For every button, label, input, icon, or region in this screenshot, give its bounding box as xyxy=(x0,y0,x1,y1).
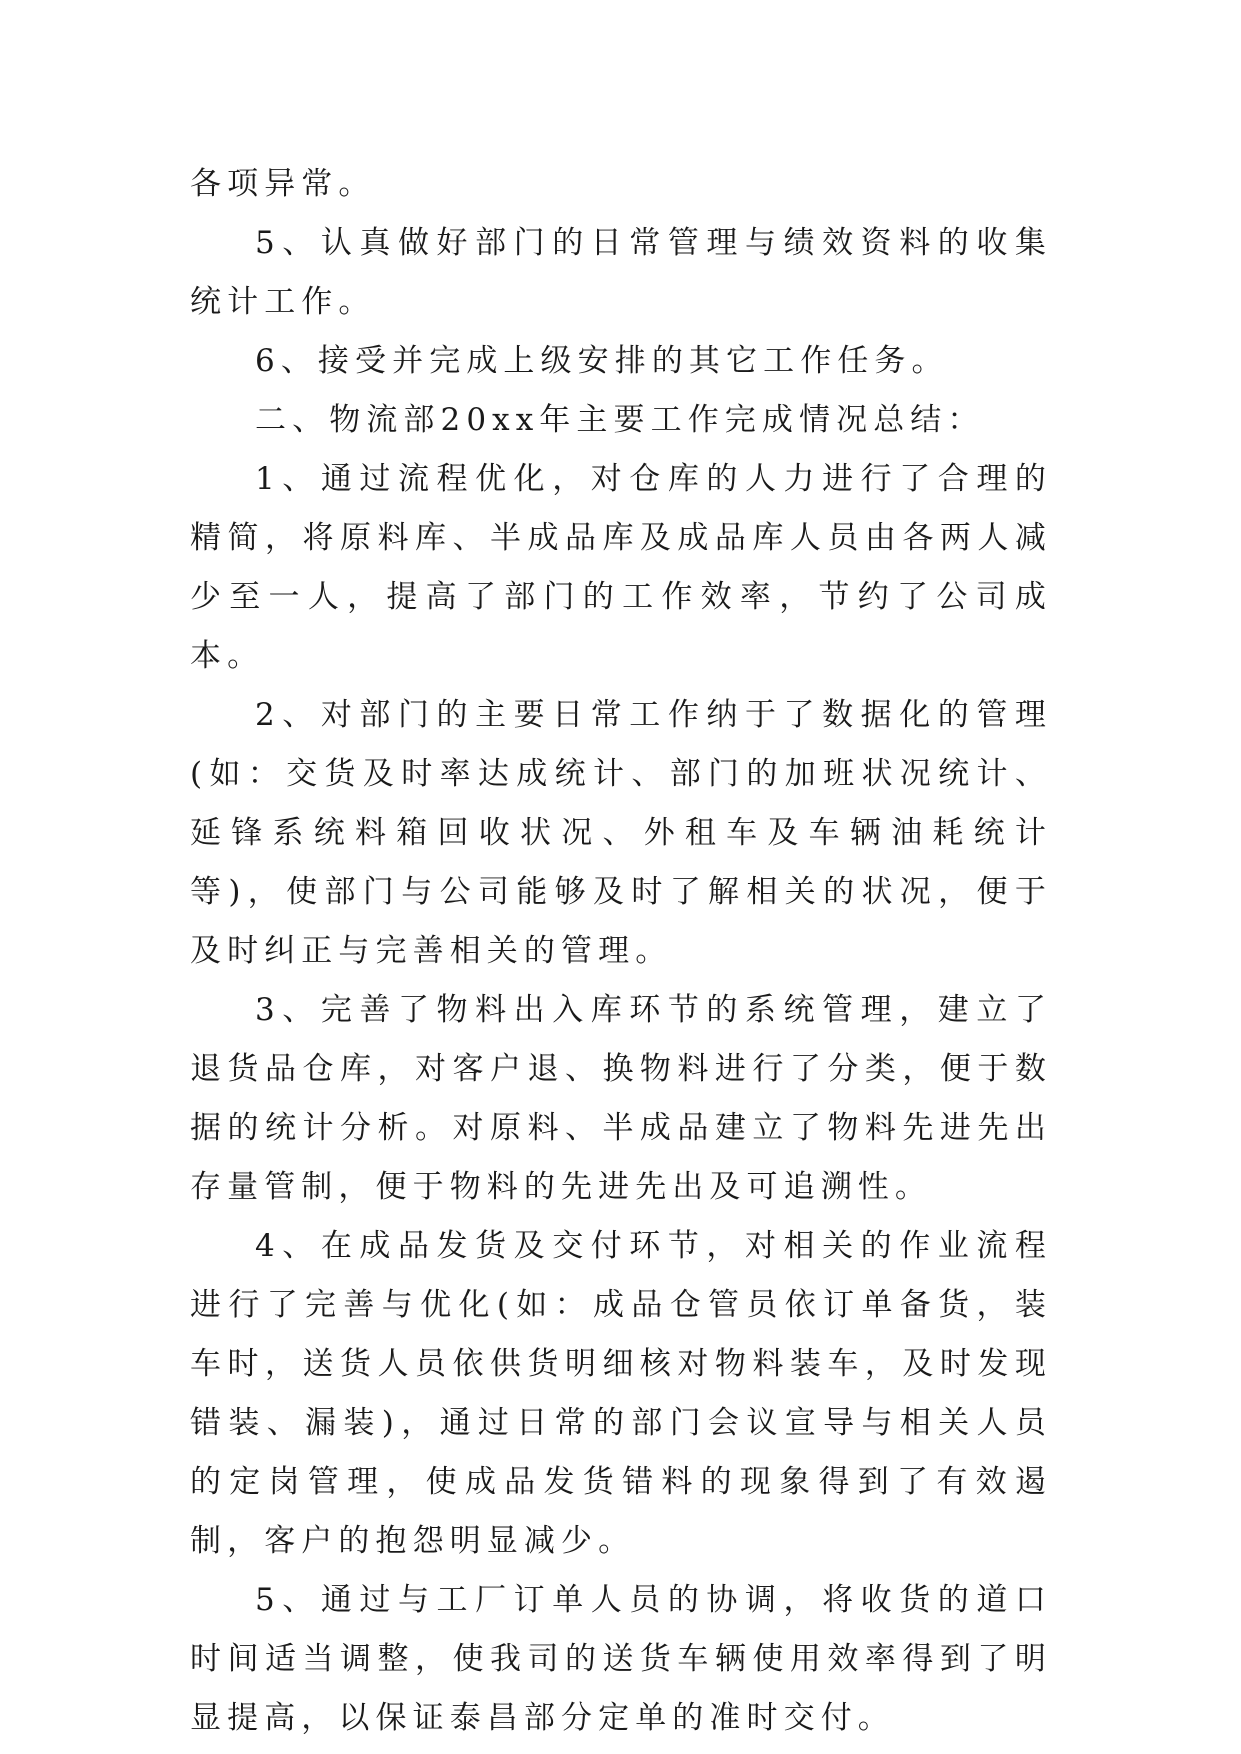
section-heading-summary: 二、物流部20xx年主要工作完成情况总结： xyxy=(255,402,985,438)
document-body xyxy=(190,155,1052,1748)
paragraph-item-1-summary: 1、通过流程优化，对仓库的人力进行了合理的精简，将原料库、半成品库及成品库人员由各两人减少至一人，提高了部门的工作效率，节约了公司成本。 xyxy=(190,461,1052,674)
paragraph-item-6-duties: 6、接受并完成上级安排的其它工作任务。 xyxy=(255,343,949,379)
paragraph-continuation: 各项异常。 xyxy=(190,166,376,202)
paragraph-item-5-duties: 5、认真做好部门的日常管理与绩效资料的收集统计工作。 xyxy=(190,225,1052,320)
paragraph-item-5-summary: 5、通过与工厂订单人员的协调，将收货的道口时间适当调整，使我司的送货车辆使用效率得到了明显提高，以保证泰昌部分定单的准时交付。 xyxy=(190,1582,1052,1736)
paragraph-item-4-summary: 4、在成品发货及交付环节，对相关的作业流程进行了完善与优化(如：成品仓管员依订单备货，装车时，送货人员依供货明细核对物料装车，及时发现错装、漏装)，通过日常的部门会议宣导与相关人员的定岗管理，使成品发货错料的现象得到了有效遏制，客户的抱怨明显减少。 xyxy=(190,1228,1052,1559)
paragraph-item-3-summary: 3、完善了物料出入库环节的系统管理，建立了退货品仓库，对客户退、换物料进行了分类，便于数据的统计分析。对原料、半成品建立了物料先进先出存量管制，便于物料的先进先出及可追溯性。 xyxy=(190,992,1052,1205)
paragraph-item-2-summary: 2、对部门的主要日常工作纳于了数据化的管理(如：交货及时率达成统计、部门的加班状况统计、延锋系统料箱回收状况、外租车及车辆油耗统计等)，使部门与公司能够及时了解相关的状况，便于及时纠正与完善相关的管理。 xyxy=(190,697,1052,969)
